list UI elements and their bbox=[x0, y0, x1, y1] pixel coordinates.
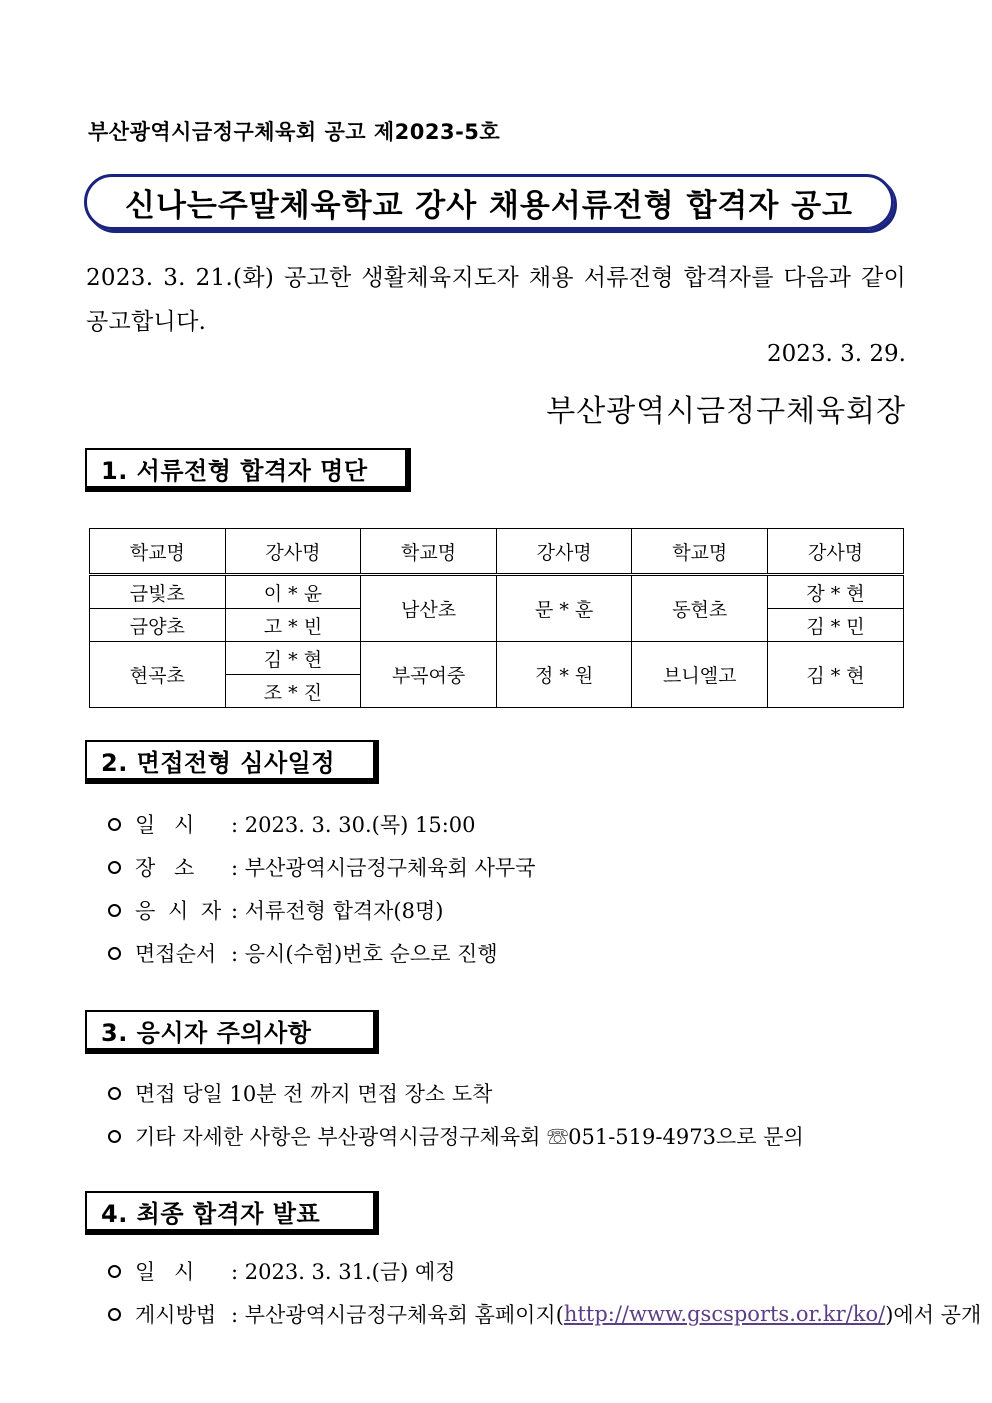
instructor-cell: 김 * 현 bbox=[768, 642, 904, 708]
item-value: : 2023. 3. 31.(금) 예정 bbox=[231, 1260, 456, 1284]
circle-bullet-icon bbox=[108, 818, 121, 831]
title-banner bbox=[84, 174, 894, 230]
circle-bullet-icon bbox=[108, 947, 121, 960]
instructor-cell: 정 * 원 bbox=[496, 642, 632, 708]
notice-date: 2023. 3. 29. bbox=[767, 341, 906, 367]
notice-number: 부산광역시금정구체육회 공고 제2023-5호 bbox=[88, 120, 501, 144]
page-title: 신나는주말체육학교 강사 채용서류전형 합격자 공고 bbox=[125, 187, 853, 224]
header-instructor: 강사명 bbox=[225, 529, 361, 575]
item-value: : 2023. 3. 30.(목) 15:00 bbox=[231, 813, 476, 837]
list-item bbox=[108, 895, 443, 925]
instructor-cell: 문 * 훈 bbox=[496, 575, 632, 642]
circle-bullet-icon bbox=[108, 904, 121, 917]
school-cell: 동현초 bbox=[632, 575, 768, 642]
table-row bbox=[90, 575, 904, 609]
section2-title: 2. 면접전형 심사일정 bbox=[101, 748, 335, 777]
item-value-suffix: )에서 공개 bbox=[885, 1303, 982, 1327]
item-label: 응 시 자 bbox=[135, 899, 225, 923]
circle-bullet-icon bbox=[108, 1265, 121, 1278]
section3-title: 3. 응시자 주의사항 bbox=[101, 1018, 312, 1047]
header-school: 학교명 bbox=[361, 529, 497, 575]
header-instructor: 강사명 bbox=[496, 529, 632, 575]
list-item bbox=[108, 1256, 456, 1286]
signer: 부산광역시금정구체육회장 bbox=[546, 394, 906, 429]
passer-table bbox=[89, 528, 904, 708]
instructor-cell: 김 * 민 bbox=[768, 609, 904, 642]
school-cell: 금빛초 bbox=[90, 575, 226, 609]
list-item bbox=[108, 938, 498, 968]
circle-bullet-icon bbox=[108, 861, 121, 874]
header-school: 학교명 bbox=[90, 529, 226, 575]
circle-bullet-icon bbox=[108, 1087, 121, 1100]
table-row bbox=[90, 642, 904, 675]
item-value: : 서류전형 합격자(8명) bbox=[231, 899, 444, 923]
item-value: : 부산광역시금정구체육회 사무국 bbox=[231, 856, 536, 880]
item-text: 면접 당일 10분 전 까지 면접 장소 도착 bbox=[135, 1082, 493, 1106]
section1-heading bbox=[85, 448, 411, 492]
instructor-cell: 이 * 윤 bbox=[225, 575, 361, 609]
circle-bullet-icon bbox=[108, 1130, 121, 1143]
instructor-cell: 김 * 현 bbox=[225, 642, 361, 675]
list-item bbox=[108, 1299, 981, 1329]
table-header-row bbox=[90, 529, 904, 575]
school-cell: 브니엘고 bbox=[632, 642, 768, 708]
school-cell: 부곡여중 bbox=[361, 642, 497, 708]
school-cell: 현곡초 bbox=[90, 642, 226, 708]
instructor-cell: 장 * 현 bbox=[768, 575, 904, 609]
intro-paragraph: 2023. 3. 21.(화) 공고한 생활체육지도자 채용 서류전형 합격자를 다음과 같이 공고합니다. bbox=[86, 265, 906, 335]
list-item bbox=[108, 852, 535, 882]
instructor-cell: 고 * 빈 bbox=[225, 609, 361, 642]
item-value-prefix: : 부산광역시금정구체육회 홈페이지( bbox=[231, 1303, 564, 1327]
item-label: 일 시 bbox=[135, 1260, 201, 1284]
section1-title: 1. 서류전형 합격자 명단 bbox=[101, 456, 368, 485]
section2-heading bbox=[85, 740, 379, 784]
list-item bbox=[108, 1121, 804, 1151]
list-item bbox=[108, 809, 476, 839]
section3-heading bbox=[85, 1010, 379, 1054]
header-school: 학교명 bbox=[632, 529, 768, 575]
header-instructor: 강사명 bbox=[768, 529, 904, 575]
item-text: 기타 자세한 사항은 부산광역시금정구체육회 ☏051-519-4973으로 문의 bbox=[135, 1125, 804, 1149]
instructor-cell: 조 * 진 bbox=[225, 675, 361, 708]
item-label: 면접순서 bbox=[135, 942, 217, 966]
homepage-link[interactable]: http://www.gscsports.or.kr/ko/ bbox=[563, 1302, 886, 1326]
item-label: 장 소 bbox=[135, 856, 201, 880]
item-label: 게시방법 bbox=[135, 1303, 217, 1327]
section4-heading bbox=[85, 1191, 379, 1235]
circle-bullet-icon bbox=[108, 1308, 121, 1321]
school-cell: 남산초 bbox=[361, 575, 497, 642]
item-label: 일 시 bbox=[135, 813, 201, 837]
section4-title: 4. 최종 합격자 발표 bbox=[101, 1199, 321, 1228]
list-item bbox=[108, 1078, 492, 1108]
item-value: : 응시(수험)번호 순으로 진행 bbox=[231, 942, 498, 966]
school-cell: 금양초 bbox=[90, 609, 226, 642]
